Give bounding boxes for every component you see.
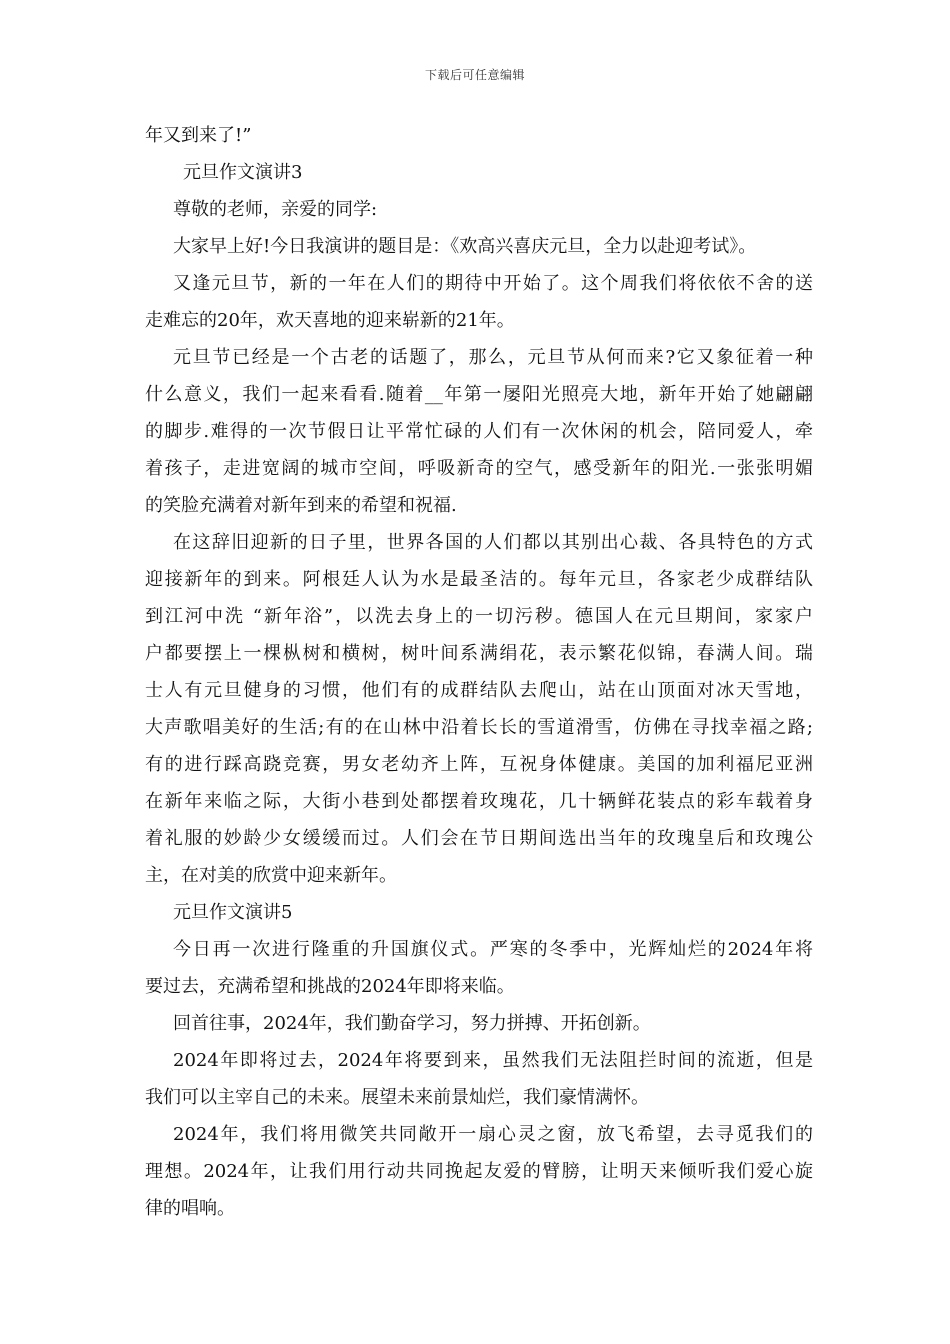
text-line: 大声歌唱美好的生活;有的在山林中沿着长长的雪道滑雪，仿佛在寻找幸福之路; [145,717,813,738]
text-line: 又逢元旦节，新的一年在人们的期待中开始了。这个周我们将依依不舍的送 [173,273,813,294]
text-line: 理想。2024年，让我们用行动共同挽起友爱的臂膀，让明天来倾听我们爱心旋 [145,1161,813,1182]
text-line: 着孩子，走进宽阔的城市空间，呼吸新奇的空气，感受新年的阳光.一张张明媚 [145,458,813,479]
text-line: 我们可以主宰自己的未来。展望未来前景灿烂，我们豪情满怀。 [145,1087,649,1108]
section-title: 元旦作文演讲3 [183,162,303,183]
text-line: 主，在对美的欣赏中迎来新年。 [145,865,397,886]
section-title: 元旦作文演讲5 [173,902,293,923]
document-body [145,117,813,1227]
text-line: 2024年，我们将用微笑共同敞开一扇心灵之窗，放飞希望，去寻觅我们的 [173,1124,813,1145]
text-line: 大家早上好!今日我演讲的题目是：《欢高兴喜庆元旦，全力以赴迎考试》。 [173,236,757,257]
text-line: 2024年即将过去，2024年将要到来，虽然我们无法阻拦时间的流逝，但是 [173,1050,813,1071]
text-line: 的脚步.难得的一次节假日让平常忙碌的人们有一次休闲的机会，陪同爱人，牵 [145,421,813,442]
text-line: 户都要摆上一棵枞树和横树，树叶间系满绢花，表示繁花似锦，春满人间。瑞 [145,643,813,664]
text-line: 律的唱响。 [145,1198,235,1219]
text-line: 回首往事，2024年，我们勤奋学习，努力拼搏、开拓创新。 [173,1013,651,1034]
text-line: 有的进行踩高跷竞赛，男女老幼齐上阵，互祝身体健康。美国的加利福尼亚洲 [145,754,813,775]
text-line: 着礼服的妙龄少女缓缓而过。人们会在节日期间选出当年的玫瑰皇后和玫瑰公 [145,828,813,849]
text-line: 元旦节已经是一个古老的话题了，那么，元旦节从何而来?它又象征着一种 [173,347,813,368]
text-line: 年又到来了!” [145,125,252,146]
text-line: 什么意义，我们一起来看看.随着__年第一屡阳光照亮大地，新年开始了她翩翩 [145,384,813,405]
salutation: 尊敬的老师，亲爱的同学: [173,199,378,220]
text-line: 迎接新年的到来。阿根廷人认为水是最圣洁的。每年元旦，各家老少成群结队 [145,569,813,590]
text-line: 的笑脸充满着对新年到来的希望和祝福. [145,495,457,516]
text-line: 要过去，充满希望和挑战的2024年即将来临。 [145,976,515,997]
text-line: 在这辞旧迎新的日子里，世界各国的人们都以其别出心裁、各具特色的方式 [173,532,813,553]
page-header: 下载后可任意编辑 [424,68,525,82]
text-line: 走难忘的20年，欢天喜地的迎来崭新的21年。 [145,310,515,331]
text-line: 在新年来临之际，大街小巷到处都摆着玫瑰花，几十辆鲜花装点的彩车载着身 [145,791,813,812]
text-line: 到江河中洗 “新年浴”，以洗去身上的一切污秽。德国人在元旦期间，家家户 [145,606,813,627]
text-line: 今日再一次进行隆重的升国旗仪式。严寒的冬季中，光辉灿烂的2024年将 [173,939,813,960]
text-line: 士人有元旦健身的习惯，他们有的成群结队去爬山，站在山顶面对冰天雪地， [145,680,813,701]
